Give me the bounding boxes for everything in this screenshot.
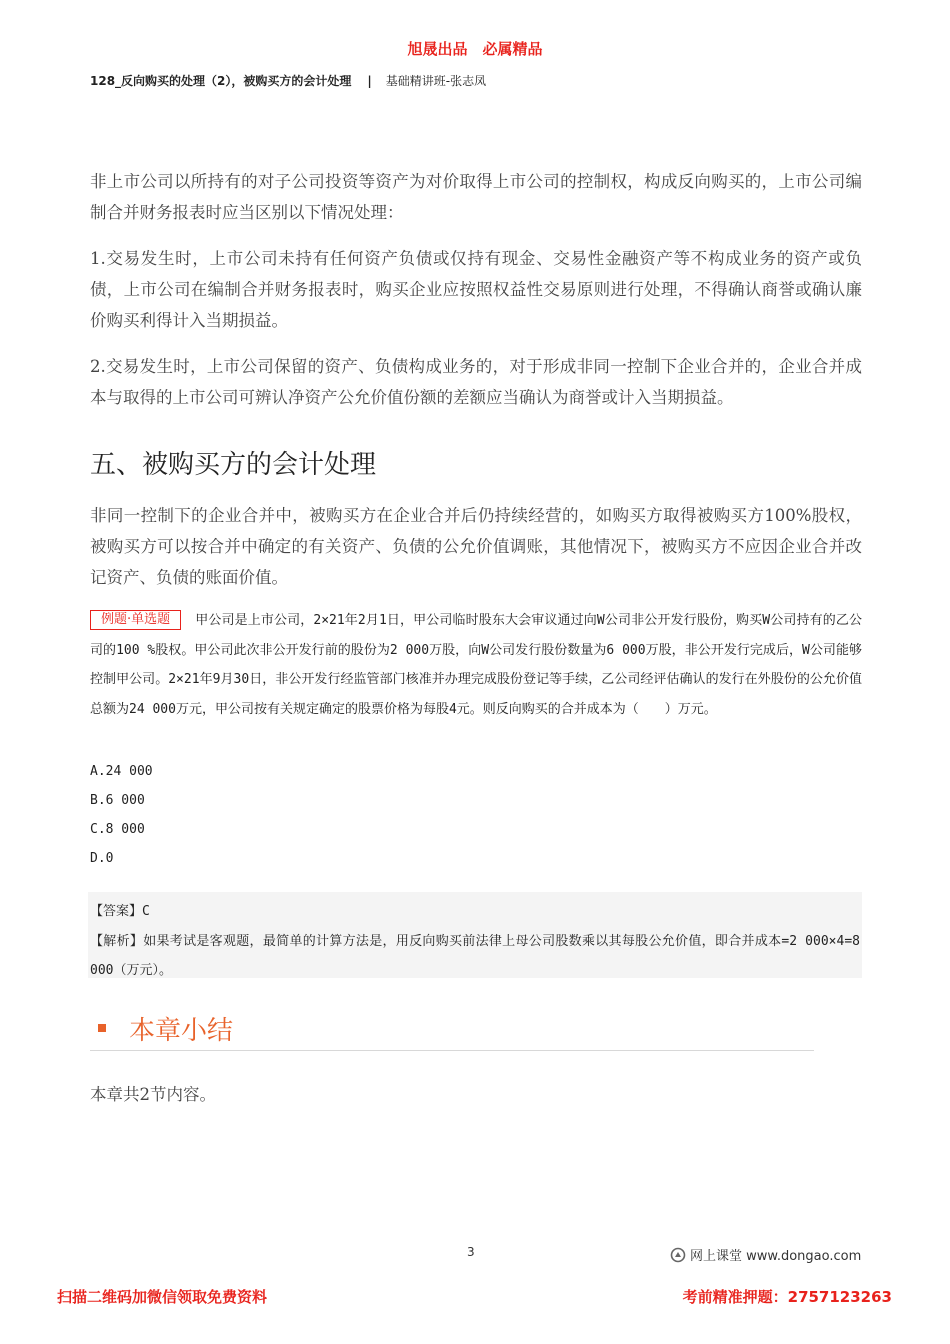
answer-section: [90, 897, 860, 986]
header-separator: |: [367, 74, 372, 88]
paragraph-case-1: 1.交易发生时，上市公司未持有任何资产负债或仅持有现金、交易性金融资产等不构成业务的资产或负债，上市公司在编制合并财务报表时，购买企业应按照权益性交易原则进行处理，不得确认商誉或确认廉价购买利得计入当期损益。: [90, 249, 862, 330]
option-d: D.0: [90, 851, 114, 866]
question-text: 甲公司是上市公司，2×21年2月1日，甲公司临时股东大会审议通过向W公司非公开发行股份，购买W公司持有的乙公司的100 %股权。甲公司此次非公开发行前的股份为2 000万股，向W公司发行股份数量为6 000万股，非公开发行完成后，W公司能够控制甲公司。2×21年9月30日，非公开发行经监管部门核准并办理完成股份登记等手续，乙公司经评估确认的发行在外股份的公允价值总额为24 000万元，甲公司按有关规定确定的股票价格为每股4元。则反向购买的合并成本为（ ）万元。: [90, 613, 862, 717]
answer-value: C: [142, 904, 150, 919]
example-tag: 例题·单选题: [90, 610, 181, 630]
paragraph-case-2: 2.交易发生时，上市公司保留的资产、负债构成业务的，对于形成非同一控制下企业合并的，企业合并成本与取得的上市公司可辨认净资产公允价值份额的差额应当确认为商誉或计入当期损益。: [90, 357, 862, 407]
option-a: A.24 000: [90, 764, 153, 779]
footer-brand: [670, 1245, 861, 1267]
section-paragraph: 非同一控制下的企业合并中，被购买方在企业合并后仍持续经营的，如购买方取得被购买方100%股权，被购买方可以按合并中确定的有关资产、负债的公允价值调账，其他情况下，被购买方不应因企业合并改记资产、负债的账面价值。: [90, 506, 862, 587]
answer-label: 【答案】: [90, 904, 143, 919]
header-title: 128_反向购买的处理（2），被购买方的会计处理: [90, 74, 352, 88]
analysis-text: 如果考试是客观题，最简单的计算方法是，用反向购买前法律上母公司股数乘以其每股公允价值，即合并成本=2 000×4=8 000（万元）。: [90, 933, 860, 978]
section-heading: 五、被购买方的会计处理: [90, 450, 377, 480]
brand-logo-icon: [670, 1247, 686, 1267]
option-list: [90, 757, 153, 873]
paragraph-intro: 非上市公司以所持有的对子公司投资等资产为对价取得上市公司的控制权，构成反向购买的，上市公司编制合并财务报表时应当区别以下情况处理：: [90, 172, 862, 222]
example-question: [90, 606, 862, 724]
footer-left-promo: 扫描二维码加微信领取免费资料: [57, 1288, 268, 1306]
summary-text: 本章共2节内容。: [90, 1085, 216, 1104]
analysis-line: [90, 927, 860, 986]
analysis-label: 【解析】: [90, 933, 144, 949]
option-c: C.8 000: [90, 822, 145, 837]
footer-right-promo: 考前精准押题：2757123263: [682, 1288, 892, 1306]
summary-title: 本章小结: [129, 1016, 234, 1046]
brand-text: 网上课堂 www.dongao.com: [690, 1249, 862, 1264]
summary-divider: [90, 1050, 814, 1051]
page-header: [90, 72, 486, 89]
top-banner: 旭晟出品 必属精品: [407, 40, 543, 58]
summary-bullet-icon: [98, 1024, 106, 1032]
option-b: B.6 000: [90, 793, 145, 808]
page-number: 3: [467, 1245, 475, 1259]
header-course: 基础精讲班-张志凤: [385, 74, 487, 88]
answer-line: [90, 897, 860, 927]
